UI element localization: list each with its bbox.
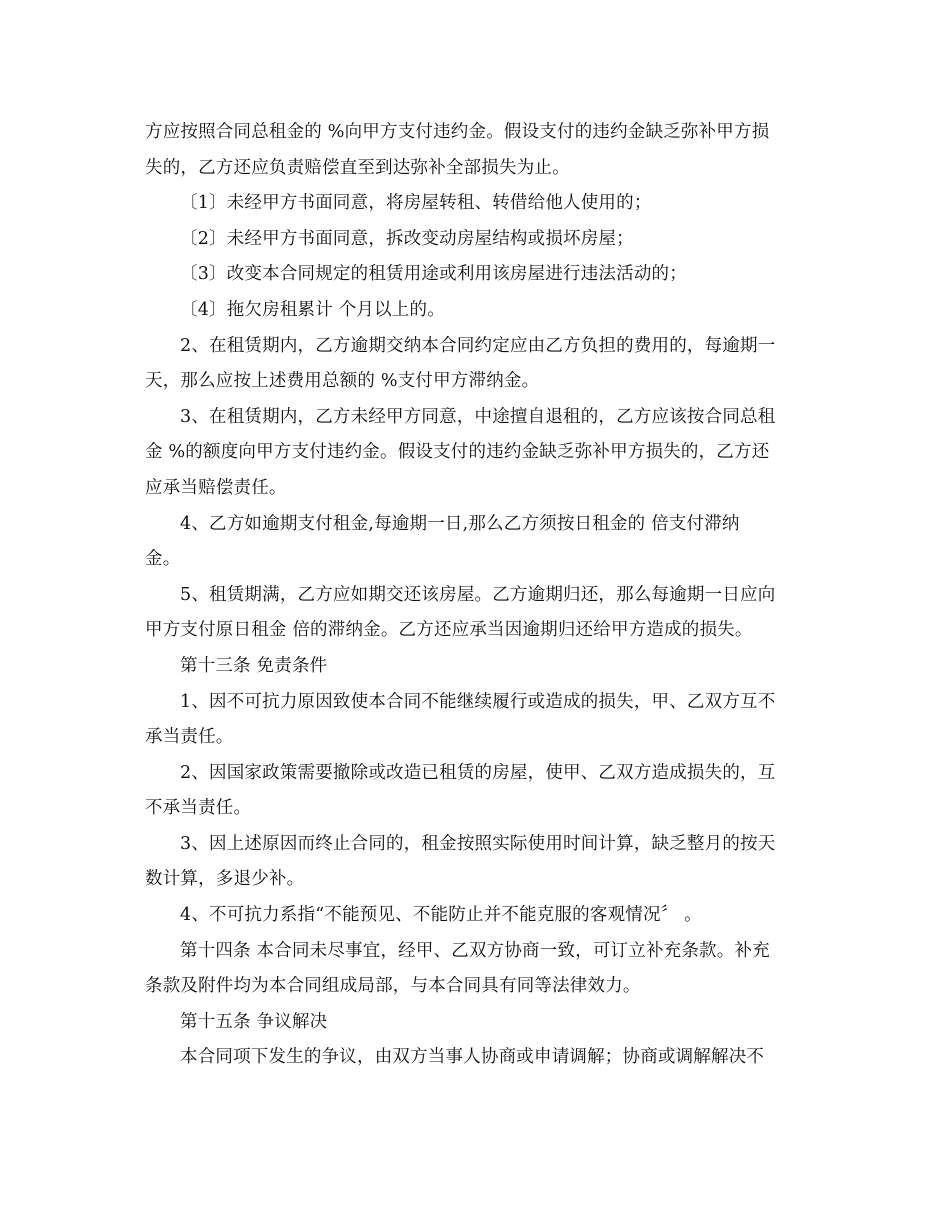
text-line: 应承当赔偿责任。 [145,477,287,498]
text-line: 1、因不可抗力原因致使本合同不能继续履行或造成的损失，甲、乙双方互不 [180,691,776,712]
section-heading: 第十三条 免责条件 [180,655,328,676]
list-item: 〔1〕未经甲方书面同意，将房屋转租、转借给他人使用的； [180,193,652,214]
text-line: 方应按照合同总租金的 %向甲方支付违约金。假设支付的违约金缺乏弥补甲方损 [145,122,770,142]
text-line: 3、在租赁期内，乙方未经甲方同意，中途擅自退租的，乙方应该按合同总租 [180,406,776,427]
section-heading: 第十五条 争议解决 [180,1011,328,1032]
text-line: 承当责任。 [145,727,234,748]
document-body [145,115,810,1076]
text-line: 3、因上述原因而终止合同的，租金按照实际使用时间计算，缺乏整月的按天 [180,833,776,854]
text-line: 2、因国家政策需要撤除或改造已租赁的房屋，使甲、乙双方造成损失的，互 [180,762,776,783]
text-line: 金。 [145,549,181,570]
text-line: 不承当责任。 [145,798,252,819]
text-line: 条款及附件均为本合同组成局部，与本合同具有同等法律效力。 [145,976,641,997]
text-line: 第十四条 本合同未尽事宜，经甲、乙双方协商一致，可订立补充条款。补充 [180,940,770,961]
text-line: 金 %的额度向甲方支付违约金。假设支付的违约金缺乏弥补甲方损失的，乙方还 [145,442,770,463]
text-line: 本合同项下发生的争议，由双方当事人协商或申请调解；协商或调解解决不 [180,1047,765,1068]
text-line: 天，那么应按上述费用总额的 %支付甲方滞纳金。 [145,371,540,392]
list-item: 〔2〕未经甲方书面同意，拆改变动房屋结构或损坏房屋； [180,228,634,249]
text-line: 2、在租赁期内，乙方逾期交纳本合同约定应由乙方负担的费用的，每逾期一 [180,335,776,356]
list-item: 〔3〕改变本合同规定的租赁用途或利用该房屋进行违法活动的； [180,264,687,285]
text-line: 4、不可抗力系指“不能预见、不能防止并不能克服的客观情况〞 。 [180,905,702,926]
text-line: 失的，乙方还应负责赔偿直至到达弥补全部损失为止。 [145,157,570,178]
list-item: 〔4〕拖欠房租累计 个月以上的。 [180,299,445,320]
text-line: 甲方支付原日租金 倍的滞纳金。乙方还应承当因逾期归还给甲方造成的损失。 [145,620,753,641]
text-line: 数计算，多退少补。 [145,869,305,890]
text-line: 4、乙方如逾期支付租金,每逾期一日,那么乙方须按日租金的 倍支付滞纳 [180,513,740,534]
text-line: 5、租赁期满，乙方应如期交还该房屋。乙方逾期归还，那么每逾期一日应向 [180,584,776,605]
